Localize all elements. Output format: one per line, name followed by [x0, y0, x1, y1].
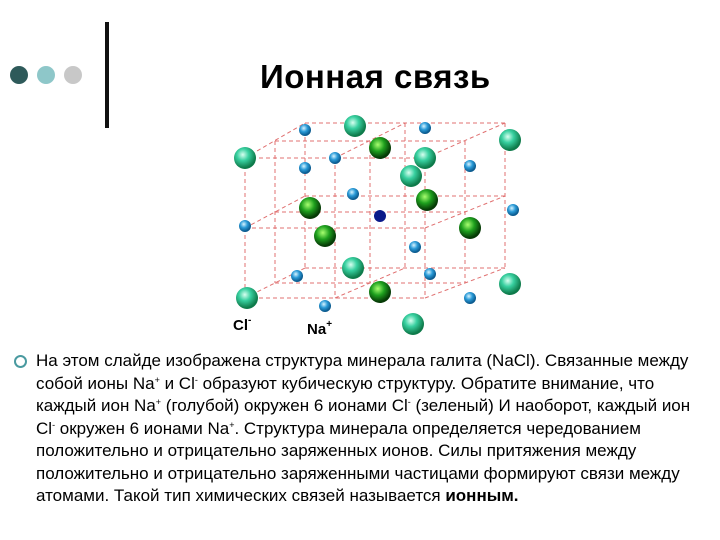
- na-ion: [291, 270, 303, 282]
- decor-dot-2: [37, 66, 55, 84]
- decor-dot-3: [64, 66, 82, 84]
- cl-ion-dark: [459, 217, 481, 239]
- decor-dots: [10, 66, 100, 86]
- na-ion: [419, 122, 431, 134]
- cl-ion: [400, 165, 422, 187]
- na-ion: [507, 204, 519, 216]
- na-ion: [464, 292, 476, 304]
- title-divider: [105, 22, 109, 128]
- na-label: Na+: [307, 319, 333, 338]
- slide-title: Ионная связь: [260, 58, 491, 95]
- ions: [234, 115, 521, 335]
- na-ion: [347, 188, 359, 200]
- nacl-lattice-diagram: [225, 108, 545, 348]
- na-ion: [239, 220, 251, 232]
- na-ion: [299, 124, 311, 136]
- cl-label: Cl-: [233, 315, 252, 334]
- cl-ion-dark: [416, 189, 438, 211]
- cl-ion: [344, 115, 366, 137]
- cl-ion: [414, 147, 436, 169]
- cl-ion-dark: [299, 197, 321, 219]
- cl-ion-dark: [369, 281, 391, 303]
- cl-ion: [236, 287, 258, 309]
- na-ion: [424, 268, 436, 280]
- bullet-icon: [14, 355, 27, 368]
- cl-ion: [402, 313, 424, 335]
- na-ion: [319, 300, 331, 312]
- description-paragraph: На этом слайде изображена структура минерала галита (NaCl). Связанные между собой ионы Na+ и Cl- образуют кубическую структуру. Обратите внимание, что каждый ион Na+ (голубой) окружен 6 ионами Cl- (зеленый) И наоборот, каждый ион Cl- окружен 6 ионами Na+. Структура минерала определяется чередованием положительно и отрицательно заряженных ионов. Силы притяжения между положительно и отрицательно заряженными частицами формируют связи между атомами. Такой тип химических связей называется ионным.: [36, 351, 695, 505]
- cl-ion: [499, 129, 521, 151]
- na-ion: [409, 241, 421, 253]
- cl-ion: [499, 273, 521, 295]
- decor-dot-1: [10, 66, 28, 84]
- na-ion: [299, 162, 311, 174]
- cl-ion: [234, 147, 256, 169]
- bold-term: ионным.: [445, 486, 519, 505]
- cl-ion-dark: [314, 225, 336, 247]
- na-ion: [329, 152, 341, 164]
- cl-ion: [342, 257, 364, 279]
- center-ion: [374, 210, 386, 222]
- cl-ion-dark: [369, 137, 391, 159]
- na-ion: [464, 160, 476, 172]
